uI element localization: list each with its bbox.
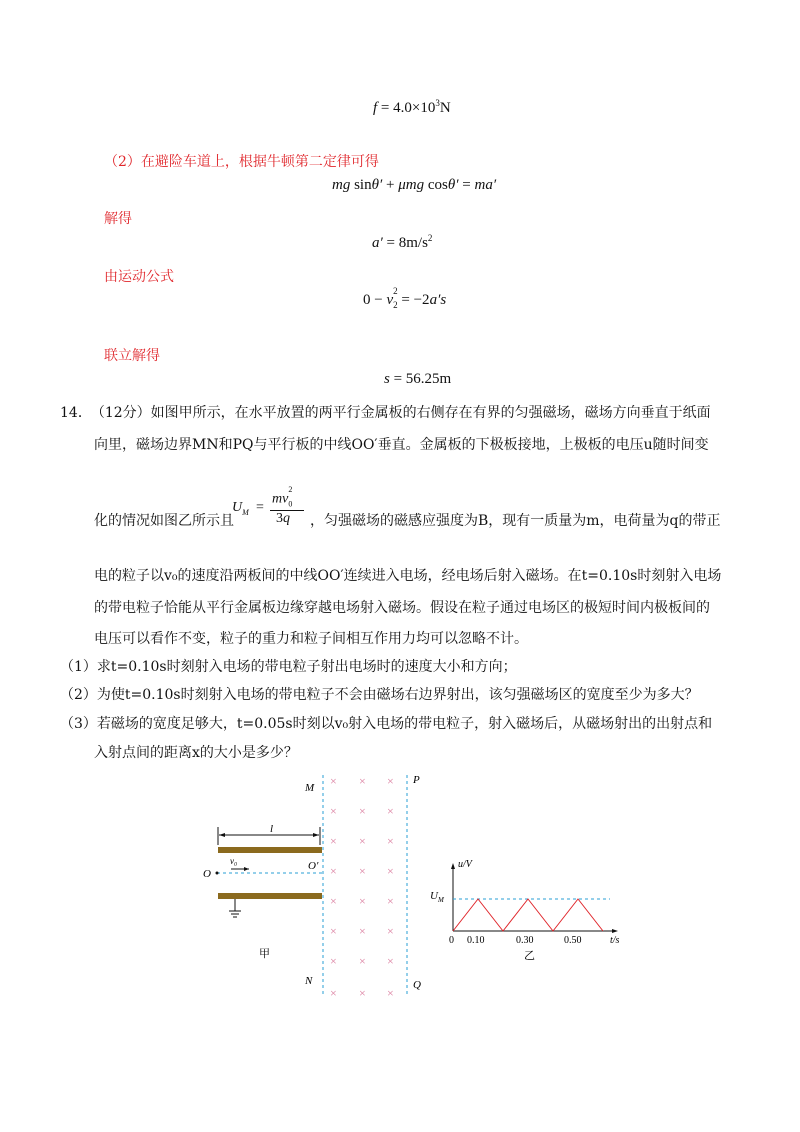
svg-text:×: ×: [359, 834, 366, 848]
label-q: Q: [413, 979, 421, 991]
question-3b: 入射点间的距离x的大小是多少？: [94, 745, 298, 761]
caption-yi: 乙: [524, 950, 535, 962]
kinematics-text: 由运动公式: [104, 269, 174, 285]
svg-text:×: ×: [359, 894, 366, 908]
problem-line5: 的带电粒子恰能从平行金属板边缘穿越电场射入磁场。假设在粒子通过电场区的极短时间内极板间的: [94, 600, 710, 616]
lower-plate: [218, 893, 322, 899]
svg-text:×: ×: [330, 804, 337, 818]
eq-distance: s = 56.25m: [384, 371, 452, 387]
problem-line6: 电压可以看作不变，粒子的重力和粒子间相互作用力均可以忽略不计。: [94, 631, 528, 647]
ground-symbol: [229, 911, 241, 917]
figure-jia: [195, 765, 435, 1005]
svg-text:×: ×: [359, 924, 366, 938]
eq-acceleration: $a' = 8m/s^2$: [372, 233, 433, 251]
svg-text:×: ×: [359, 954, 366, 968]
eq-kinematics: 0 − v $_{2 2}$ = −2a′s: [363, 286, 447, 310]
eq-newton: mg sinθ′ + μmg cosθ′ = ma′: [332, 177, 497, 193]
svg-text:×: ×: [330, 986, 337, 1000]
svg-text:×: ×: [387, 834, 394, 848]
problem-line4: 电的粒子以v₀的速度沿两板间的中线OO′连续进入电场，经电场后射入磁场。在t=0.10s时刻射入电场: [94, 568, 722, 584]
svg-text:×: ×: [330, 924, 337, 938]
svg-text:×: ×: [387, 954, 394, 968]
solve1-text: 解得: [104, 211, 132, 227]
solve2-text: 联立解得: [104, 348, 160, 364]
upper-plate: [218, 847, 322, 853]
svg-text:×: ×: [359, 864, 366, 878]
y-axis-label: u/V: [458, 859, 472, 870]
problem-line2: 向里，磁场边界MN和PQ与平行板的中线OO′垂直。金属板的下极板接地，上极板的电压u随时间变: [94, 437, 709, 453]
svg-text:×: ×: [359, 986, 366, 1000]
figure-yi: [420, 855, 635, 965]
problem-line3b: ，匀强磁场的磁感应强度为B，现有一质量为m，电荷量为q的带正: [310, 513, 721, 529]
svg-text:×: ×: [330, 834, 337, 848]
svg-text:×: ×: [387, 924, 394, 938]
tick-2: 0.50: [564, 935, 582, 946]
label-p: P: [413, 774, 420, 786]
question-3a: （3）若磁场的宽度足够大，t=0.05s时刻以v₀射入电场的带电粒子，射入磁场后，从磁场射出的出射点和: [60, 716, 713, 732]
label-n: N: [305, 975, 313, 987]
eq-friction: $f = 4.0\times 10^3N$: [373, 98, 451, 116]
svg-text:×: ×: [330, 864, 337, 878]
x-axis-label: t/s: [610, 935, 620, 946]
svg-text:×: ×: [330, 894, 337, 908]
label-o: O: [203, 868, 211, 880]
step2-text: （2）在避险车道上，根据牛顿第二定律可得: [104, 154, 379, 170]
label-l: l: [270, 823, 274, 835]
problem-line3a: 化的情况如图乙所示且: [94, 513, 234, 529]
um-label: $U_M$: [430, 890, 444, 904]
svg-text:×: ×: [387, 894, 394, 908]
label-m: M: [305, 782, 315, 794]
svg-text:×: ×: [387, 986, 394, 1000]
svg-text:×: ×: [330, 774, 337, 788]
problem-line1: 14． （12分）如图甲所示，在水平放置的两平行金属板的右侧存在有界的匀强磁场，磁场方向垂直于纸面: [60, 405, 711, 421]
svg-text:×: ×: [330, 954, 337, 968]
tick-1: 0.30: [516, 935, 534, 946]
svg-text:×: ×: [387, 804, 394, 818]
magnetic-field-marks: [330, 774, 394, 1000]
question-1: （1）求t=0.10s时刻射入电场的带电粒子射出电场时的速度大小和方向；: [60, 659, 517, 675]
svg-text:×: ×: [359, 804, 366, 818]
tick-0: 0.10: [467, 935, 485, 946]
caption-jia: 甲: [259, 948, 270, 960]
origin-label: 0: [449, 935, 454, 946]
svg-text:×: ×: [387, 864, 394, 878]
question-2: （2）为使t=0.10s时刻射入电场的带电粒子不会由磁场右边界射出，该匀强磁场区的宽度至少为多大？: [60, 687, 699, 703]
label-v0: v₀: [230, 856, 238, 866]
label-oprime: O′: [308, 860, 319, 872]
svg-text:×: ×: [359, 774, 366, 788]
svg-text:×: ×: [387, 774, 394, 788]
voltage-wave: [453, 899, 603, 931]
